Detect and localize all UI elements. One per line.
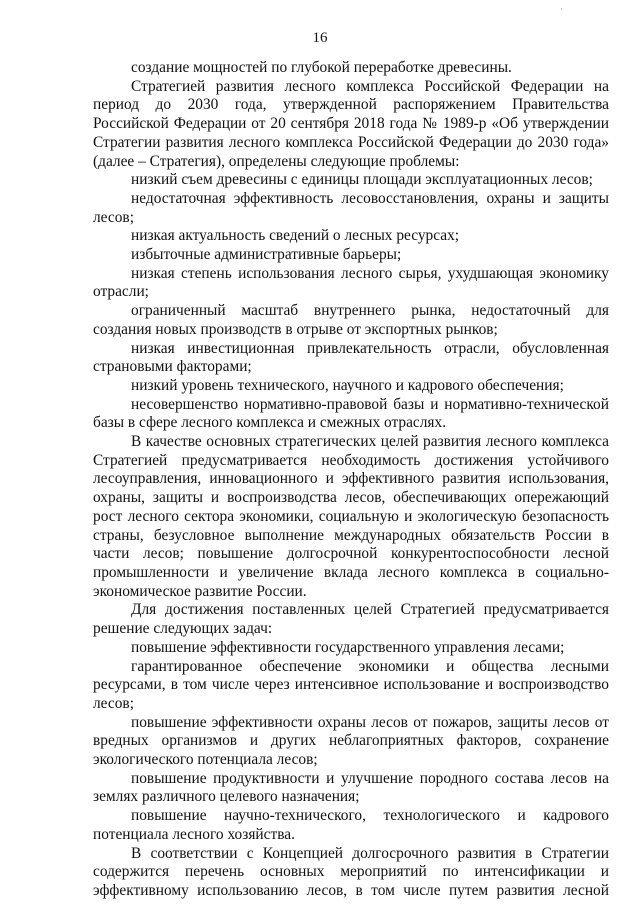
problem-item-5: низкая степень использования лесного сырья, ухудшающая экономику отрасли; — [93, 264, 609, 301]
problem-item-2: недостаточная эффективность лесовосстановления, охраны и защиты лесов; — [93, 189, 609, 226]
task-item-1: повышение эффективности государственного управления лесами; — [131, 638, 565, 656]
paragraph-1: создание мощностей по глубокой переработке древесины. — [131, 59, 512, 76]
scan-mark: · — [560, 4, 563, 14]
task-item-4: повышение продуктивности и улучшение породного состава лесов на землях различного целевого назначения; — [93, 769, 609, 806]
problem-item-4: избыточные административные барьеры; — [131, 246, 402, 264]
problem-item-8: низкий уровень технического, научного и кадрового обеспечения; — [131, 376, 564, 394]
problem-item-9: несовершенство нормативно-правовой базы и нормативно-технической базы в сфере лесного комплекса и смежных отраслях. — [93, 395, 609, 432]
document-body — [93, 59, 609, 901]
page-number: 16 — [312, 30, 328, 46]
task-item-2: гарантированное обеспечение экономики и общества лесными ресурсами, в том числе через интенсивное использование и воспроизводство лесов; — [93, 657, 609, 712]
task-item-3: повышение эффективности охраны лесов от пожаров, защиты лесов от вредных организмов и других неблагоприятных факторов, сохранение экологического потенциала лесов; — [93, 713, 609, 769]
paragraph-2: Стратегией развития лесного комплекса Российской Федерации на период до 2030 года, утвержденной распоряжением Правительства Российской Федерации от 20 сентября 2018 года № 1989-р «Об утверждении Стратегии развития лесного комплекса Российской Федерации до 2030 года» (далее – Стратегия), определены следующие проблемы: — [93, 77, 609, 170]
problem-item-1: низкий съем древесины с единицы площади эксплуатационных лесов; — [131, 171, 593, 189]
problem-item-3: низкая актуальность сведений о лесных ресурсах; — [131, 227, 460, 245]
paragraph-goals: В качестве основных стратегических целей развития лесного комплекса Стратегией предусматривается необходимость достижения устойчивого лесоуправления, инновационного и эффективного развития использования, охраны, защиты и воспроизводства лесов, обеспечивающих опережающий рост лесного сектора экономики, социальную и экологическую безопасность страны, безусловное выполнение международных обязательств России в части лесов; повышение долгосрочной конкурентоспособности лесной промышленности и увеличение вклада лесного комплекса в социально-экономическое развитие России. — [93, 433, 609, 600]
problem-item-6: ограниченный масштаб внутреннего рынка, недостаточный для создания новых производств в отрыве от экспортных рынков; — [93, 302, 609, 338]
paragraph-concept: В соответствии с Концепцией долгосрочного развития в Стратегии содержится перечень основных мероприятий по интенсификации и эффективному использованию лесов, в том числе путем развития лесной — [93, 844, 609, 899]
paragraph-tasks-intro: Для достижения поставленных целей Стратегией предусматривается решение следующих задач: — [93, 601, 609, 638]
task-item-5: повышение научно-технического, технологического и кадрового потенциала лесного хозяйства. — [93, 807, 609, 843]
problem-item-7: низкая инвестиционная привлекательность отрасли, обусловленная страновыми факторами; — [93, 339, 609, 376]
